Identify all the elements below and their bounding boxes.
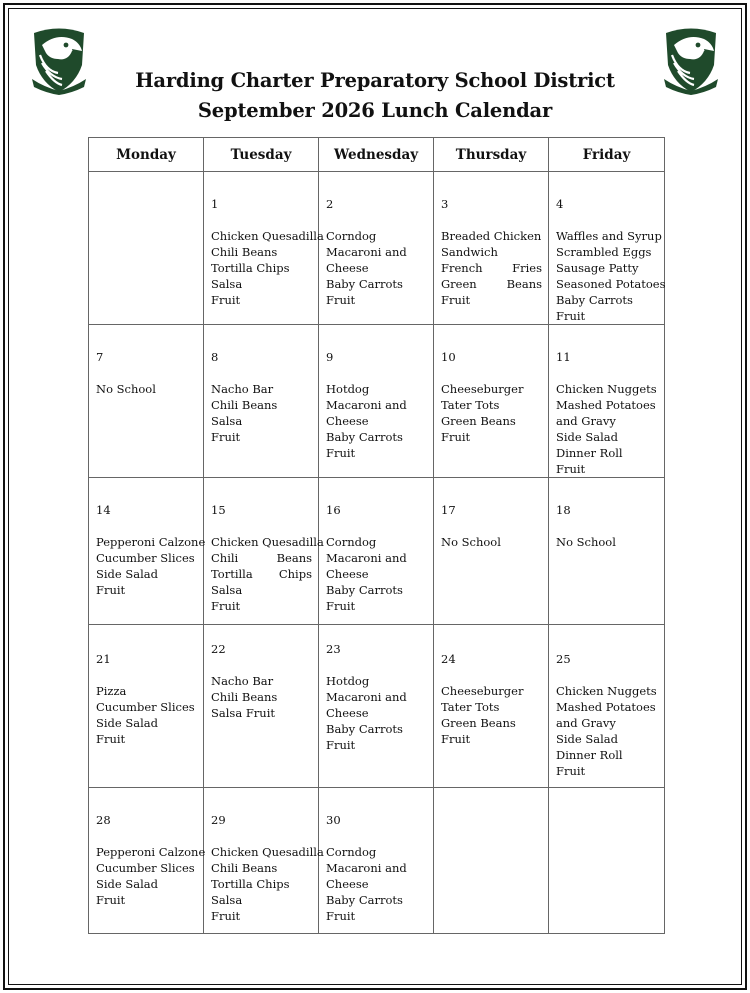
menu-item: Fruit [326, 738, 356, 752]
menu-item: Baby Carrots [326, 277, 403, 291]
menu-item: Salsa [211, 277, 243, 291]
menu-item: Cheese [326, 706, 369, 720]
day-number: 28 [96, 813, 111, 827]
menu-item: Chicken Nuggets [556, 684, 657, 698]
menu-item: Side Salad [556, 430, 619, 444]
menu-list [326, 844, 427, 924]
calendar-day-cell [89, 788, 204, 934]
day-number: 25 [556, 652, 571, 666]
menu-item: Cheese [326, 414, 369, 428]
menu-item: Waffles and Syrup [556, 229, 662, 243]
menu-item: Salsa [211, 414, 243, 428]
calendar-day-cell [549, 788, 665, 934]
menu-list [556, 381, 658, 477]
menu-list [441, 228, 542, 308]
menu-item: Hotdog [326, 382, 370, 396]
menu-list [211, 381, 312, 445]
menu-item: Pizza [96, 684, 127, 698]
menu-item: Dinner Roll [556, 446, 623, 460]
day-number: 24 [441, 652, 456, 666]
menu-item: Cucumber Slices [96, 551, 195, 565]
menu-item: Corndog [326, 535, 377, 549]
menu-item: Chili Beans [211, 245, 278, 259]
menu-item: Scrambled Eggs [556, 245, 652, 259]
menu-item: Fruit [441, 732, 471, 746]
day-number: 18 [556, 503, 571, 517]
menu-item: Cucumber Slices [96, 861, 195, 875]
calendar-day-cell [89, 478, 204, 625]
menu-list [326, 673, 427, 753]
menu-item: Pepperoni Calzone [96, 535, 206, 549]
menu-item: Chili Beans [211, 551, 312, 565]
menu-item: Fruit [211, 430, 241, 444]
menu-list [326, 534, 427, 614]
calendar-title: September 2026 Lunch Calendar [197, 99, 553, 122]
day-number: 21 [96, 652, 111, 666]
menu-item: Fruit [96, 893, 126, 907]
calendar-day-cell [549, 172, 665, 325]
menu-item: Fruit [96, 583, 126, 597]
day-number: 29 [211, 813, 226, 827]
menu-item: Nacho Bar [211, 382, 274, 396]
menu-item: Side Salad [96, 877, 159, 891]
menu-item: Cucumber Slices [96, 700, 195, 714]
menu-item: Fruit [441, 430, 471, 444]
menu-item: Chili Beans [211, 398, 278, 412]
calendar-day-cell [434, 325, 549, 478]
menu-list [96, 683, 197, 747]
menu-item: Fruit [556, 462, 586, 476]
calendar-week-row [89, 478, 665, 625]
day-number: 17 [441, 503, 456, 517]
menu-item: Chili Beans [211, 690, 278, 704]
weekday-header: Friday [549, 138, 665, 172]
calendar-day-cell [204, 788, 324, 934]
menu-item: Fruit [326, 446, 356, 460]
calendar-day-cell [434, 788, 549, 934]
menu-item: Tater Tots [441, 398, 500, 412]
menu-item: Fruit [211, 599, 241, 613]
menu-list [211, 844, 324, 924]
menu-item: Sausage Patty [556, 261, 639, 275]
menu-item: Tortilla Chips [211, 261, 290, 275]
day-number: 1 [211, 197, 219, 211]
menu-item: Macaroni and [326, 690, 407, 704]
menu-item: Green Beans [441, 277, 542, 291]
lunch-calendar-table [88, 137, 665, 934]
calendar-day-cell [549, 625, 665, 788]
calendar-week-row [89, 325, 665, 478]
menu-item: Mashed Potatoes [556, 700, 656, 714]
day-number: 14 [96, 503, 111, 517]
day-number: 7 [96, 350, 104, 364]
district-title: Harding Charter Preparatory School District [135, 69, 615, 92]
menu-item: Seasoned Potatoes [556, 277, 666, 291]
menu-item: No School [96, 382, 156, 396]
menu-item: No School [556, 535, 616, 549]
menu-item: Sandwich [441, 245, 498, 259]
menu-item: Nacho Bar [211, 674, 274, 688]
calendar-week-row [89, 788, 665, 934]
calendar-day-cell [549, 478, 665, 625]
day-number: 2 [326, 197, 334, 211]
calendar-day-cell [319, 625, 434, 788]
menu-item: Green Beans [441, 716, 516, 730]
menu-list [441, 534, 542, 550]
menu-item: Side Salad [96, 716, 159, 730]
calendar-day-cell [319, 172, 434, 325]
menu-item: Tortilla Chips [211, 877, 290, 891]
menu-item: Salsa Fruit [211, 706, 276, 720]
calendar-day-cell [319, 788, 434, 934]
day-number: 4 [556, 197, 564, 211]
calendar-week-row [89, 625, 665, 788]
menu-item: Dinner Roll [556, 748, 623, 762]
menu-item: Fruit [326, 909, 356, 923]
menu-item: Fruit [556, 764, 586, 778]
calendar-day-cell [204, 325, 319, 478]
menu-list [96, 534, 206, 598]
calendar-day-cell [204, 478, 324, 625]
weekday-header: Wednesday [319, 138, 434, 172]
menu-list [96, 844, 206, 908]
menu-item: Breaded Chicken [441, 229, 542, 243]
day-number: 23 [326, 642, 341, 656]
menu-item: Macaroni and [326, 398, 407, 412]
calendar-day-cell [204, 625, 319, 788]
menu-item: Macaroni and [326, 245, 407, 259]
menu-list [96, 381, 197, 397]
menu-item: Cheese [326, 567, 369, 581]
menu-item: and Gravy [556, 414, 616, 428]
day-number: 8 [211, 350, 219, 364]
menu-item: Fruit [96, 732, 126, 746]
menu-list [441, 683, 542, 747]
calendar-day-cell [89, 625, 204, 788]
day-number: 10 [441, 350, 456, 364]
weekday-header-row [89, 138, 665, 172]
menu-item: Chicken Quesadilla [211, 845, 324, 859]
menu-list [211, 228, 324, 308]
menu-item: Hotdog [326, 674, 370, 688]
calendar-day-cell [89, 172, 204, 325]
menu-item: Chicken Quesadilla [211, 535, 324, 549]
calendar-day-cell [204, 172, 324, 325]
day-number: 22 [211, 642, 226, 656]
menu-item: Green Beans [441, 414, 516, 428]
menu-item: Fruit [326, 293, 356, 307]
menu-list [556, 228, 666, 324]
menu-item: Baby Carrots [326, 583, 403, 597]
menu-item: Cheeseburger [441, 684, 524, 698]
menu-list [326, 381, 427, 461]
calendar-day-cell [89, 325, 204, 478]
day-number: 9 [326, 350, 334, 364]
menu-item: Salsa [211, 893, 243, 907]
menu-item: Corndog [326, 845, 377, 859]
menu-item: Fruit [556, 309, 586, 323]
weekday-header: Tuesday [204, 138, 319, 172]
calendar-week-row [89, 172, 665, 325]
menu-list [441, 381, 542, 445]
day-number: 11 [556, 350, 571, 364]
menu-item: Side Salad [556, 732, 619, 746]
menu-item: Side Salad [96, 567, 159, 581]
menu-item: Chili Beans [211, 861, 278, 875]
menu-item: Fruit [211, 293, 241, 307]
calendar-day-cell [319, 325, 434, 478]
menu-list [211, 673, 312, 721]
menu-list [326, 228, 427, 308]
day-number: 16 [326, 503, 341, 517]
calendar-day-cell [549, 325, 665, 478]
menu-item: Cheeseburger [441, 382, 524, 396]
menu-list [556, 683, 658, 779]
day-number: 15 [211, 503, 226, 517]
weekday-header: Thursday [434, 138, 549, 172]
menu-item: Fruit [211, 909, 241, 923]
menu-item: Pepperoni Calzone [96, 845, 206, 859]
menu-item: Chicken Nuggets [556, 382, 657, 396]
day-number: 30 [326, 813, 341, 827]
menu-item: No School [441, 535, 501, 549]
menu-item: Fruit [441, 293, 471, 307]
menu-item: Baby Carrots [556, 293, 633, 307]
menu-list [211, 534, 324, 614]
menu-item: and Gravy [556, 716, 616, 730]
menu-item: Corndog [326, 229, 377, 243]
menu-item: Fruit [326, 599, 356, 613]
menu-item: Cheese [326, 261, 369, 275]
day-number: 3 [441, 197, 449, 211]
menu-list [556, 534, 658, 550]
menu-item: Chicken Quesadilla [211, 229, 324, 243]
menu-item: Baby Carrots [326, 722, 403, 736]
menu-item: Cheese [326, 877, 369, 891]
menu-item: Baby Carrots [326, 430, 403, 444]
calendar-day-cell [319, 478, 434, 625]
calendar-day-cell [434, 478, 549, 625]
menu-item: Macaroni and [326, 861, 407, 875]
menu-item: Tortilla Chips [211, 567, 312, 581]
menu-item: Baby Carrots [326, 893, 403, 907]
menu-item: Macaroni and [326, 551, 407, 565]
calendar-day-cell [434, 172, 549, 325]
menu-item: Salsa [211, 583, 243, 597]
calendar-day-cell [434, 625, 549, 788]
menu-item: French Fries [441, 261, 542, 275]
weekday-header: Monday [89, 138, 204, 172]
menu-item: Tater Tots [441, 700, 500, 714]
menu-item: Mashed Potatoes [556, 398, 656, 412]
